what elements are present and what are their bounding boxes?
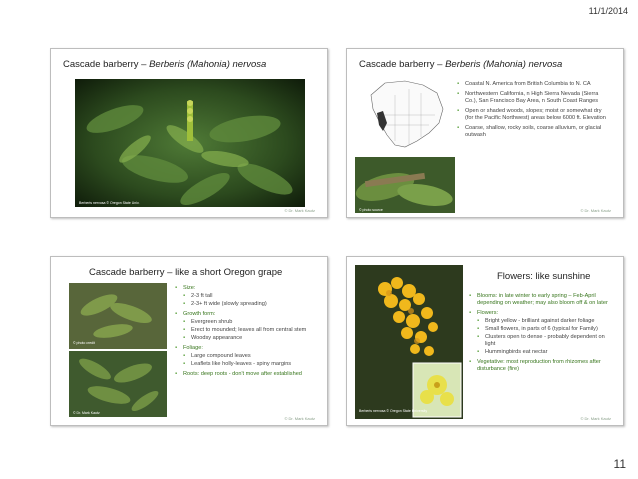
sub-bullet-item: ▪ Woodsy appearance: [183, 335, 315, 342]
bullet-item: ▪ Vegetative: most reproduction from rhizomes after disturbance (fire): [469, 359, 611, 373]
bullet-item: ▪ Blooms: in late winter to early spring – Feb-April depending on weather; may also bloom off & on later: [469, 293, 611, 307]
sub-bullet-item: ▪ Bright yellow - brilliant against darker foliage: [477, 318, 611, 325]
range-map: [365, 75, 449, 157]
slide-2[interactable]: [346, 48, 624, 218]
bullet-item: ▪ Foliage: ▪ Large compound leaves ▪ Leaflets like holly-leaves - spiny margins: [175, 345, 315, 368]
page-number: 11: [613, 457, 626, 471]
bullet-item: ▪ Open or shaded woods, slopes; moist or somewhat dry (for the Pacific Northwest) areas below 6000 ft. Elevation: [457, 108, 607, 122]
bullet-item: ▪ Northwestern California, n High Sierra Nevada (Sierra Co.), San Francisco Bay Area, n South Coast Ranges: [457, 91, 607, 105]
sub-bullet-item: ▪ Hummingbirds eat nectar: [477, 349, 611, 356]
bullet-item: ▪ Coastal N. America from British Columbia to N. CA: [457, 81, 607, 88]
bullet-item: ▪ Growth form: ▪ Evergreen shrub ▪ Erect to mounded; leaves all from central stem ▪ Woodsy appearance: [175, 311, 315, 342]
slide-footer: © Dr. Mark Kautz: [284, 416, 315, 421]
print-date: 11/1/2014: [588, 6, 628, 16]
bullet-list: [469, 293, 611, 376]
photo-credit: © photo credit: [73, 341, 95, 345]
sub-bullet-item: ▪ Leaflets like holly-leaves - spiny margins: [183, 361, 315, 368]
bullet-item: ▪ Coarse, shallow, rocky soils, coarse alluvium, or glacial outwash: [457, 125, 607, 139]
forest-photo: [75, 79, 305, 207]
slide-3[interactable]: [50, 256, 328, 426]
sub-bullet-item: ▪ 2-3 ft tall: [183, 293, 315, 300]
bullet-item: ▪ Roots: deep roots - don't move after established: [175, 371, 315, 378]
slide-footer: © Dr. Mark Kautz: [580, 416, 611, 421]
slide-title: [359, 59, 562, 70]
sub-bullet-item: ▪ Evergreen shrub: [183, 319, 315, 326]
woodland-photo: [355, 157, 455, 213]
shrub-photo-top: [69, 283, 167, 349]
bullet-list: [457, 81, 607, 142]
photo-credit: Berberis nervosa © Oregon State Univ.: [79, 201, 140, 205]
slide-1[interactable]: [50, 48, 328, 218]
sub-bullet-item: ▪ Clusters open to dense - probably dependent on light: [477, 334, 611, 348]
shrub-photo-bottom: [69, 351, 167, 417]
bullet-item: ▪ Flowers: ▪ Bright yellow - brilliant against darker foliage ▪ Small flowers, in parts of 6 (typical for Family) ▪ Clusters open to dense - probably dependent on light ▪ Hummingbirds eat nectar: [469, 310, 611, 356]
sub-bullet-item: ▪ Small flowers, in parts of 6 (typical for Family): [477, 326, 611, 333]
slide-title-italic: Berberis (Mahonia) nervosa: [445, 59, 563, 70]
bullet-item: ▪ Size: ▪ 2-3 ft tall ▪ 2-3+ ft wide (slowly spreading): [175, 285, 315, 308]
slide-title: [63, 59, 266, 70]
photo-credit: © Dr. Mark Kautz: [73, 411, 100, 415]
slide-title-plain: Cascade barberry –: [63, 59, 150, 70]
flower-photo: [355, 265, 463, 419]
sub-bullet-item: ▪ Large compound leaves: [183, 353, 315, 360]
bullet-list: [175, 285, 315, 381]
slide-title-plain: Cascade barberry –: [359, 59, 446, 70]
sub-bullet-item: ▪ Erect to mounded; leaves all from central stem: [183, 327, 315, 334]
photo-credit: Berberis nervosa © Oregon State University: [359, 409, 428, 413]
slide-title: Flowers: like sunshine: [497, 271, 591, 282]
slide-footer: © Dr. Mark Kautz: [284, 208, 315, 213]
slide-footer: © Dr. Mark Kautz: [580, 208, 611, 213]
slide-title: Cascade barberry – like a short Oregon grape: [89, 267, 283, 278]
slide-title-italic: Berberis (Mahonia) nervosa: [149, 59, 267, 70]
photo-credit: © photo source: [359, 208, 383, 212]
sub-bullet-item: ▪ 2-3+ ft wide (slowly spreading): [183, 301, 315, 308]
slide-4[interactable]: [346, 256, 624, 426]
